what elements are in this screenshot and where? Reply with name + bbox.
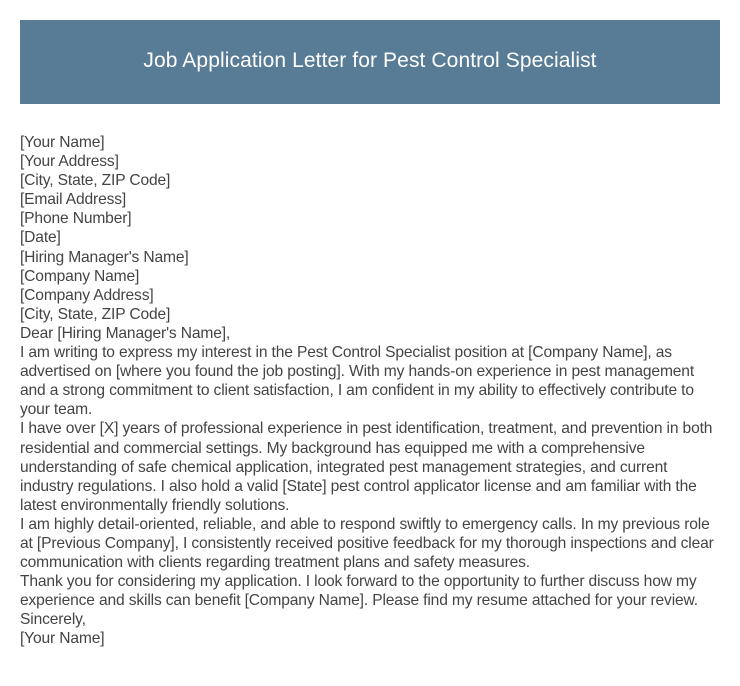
recipient-city-state-zip: [City, State, ZIP Code] <box>20 305 171 323</box>
paragraph-qualities: I am highly detail-oriented, reliable, and able to respond swiftly to emergency calls. In my previous role at [Previous Company], I consistently received positive feedback for my thorough inspections and clear communication with clients regarding treatment plans and safety measures. <box>20 515 714 572</box>
sender-address: [Your Address] <box>20 153 119 171</box>
recipient-block <box>20 248 720 324</box>
signature: [Your Name] <box>20 630 105 648</box>
paragraph-closing: Thank you for considering my application. I look forward to the opportunity to further discuss how my experience and skills can benefit [Company Name]. Please find my resume attached for your review. <box>20 573 698 610</box>
sender-city-state-zip: [City, State, ZIP Code] <box>20 172 171 190</box>
paragraph-introduction: I am writing to express my interest in the Pest Control Specialist position at [Company Name], as advertised on [where you found the job posting]. With my hands-on experience in pest management and a strong commitment to client satisfaction, I am confident in my ability to effectively contribute to your team. <box>20 344 695 419</box>
paragraph-experience: I have over [X] years of professional experience in pest identification, treatment, and prevention in both residential and commercial settings. My background has equipped me with a comprehensive understanding of safe chemical application, integrated pest management strategies, and current industry regulations. I also hold a valid [State] pest control applicator license and am familiar with the latest environmentally friendly solutions. <box>20 420 713 514</box>
sender-email: [Email Address] <box>20 191 127 209</box>
sender-phone: [Phone Number] <box>20 210 132 228</box>
letter-header-banner <box>20 20 720 104</box>
sender-name: [Your Name] <box>20 134 105 151</box>
letter-body <box>20 133 720 649</box>
salutation: Dear [Hiring Manager's Name], <box>20 324 231 342</box>
recipient-company-address: [Company Address] <box>20 286 154 304</box>
recipient-company-name: [Company Name] <box>20 267 140 285</box>
closing: Sincerely, <box>20 611 86 629</box>
page-title: Job Application Letter for Pest Control Specialist <box>143 49 597 72</box>
sender-block <box>20 133 720 228</box>
letter-date: [Date] <box>20 229 61 247</box>
recipient-hiring-manager: [Hiring Manager's Name] <box>20 248 189 266</box>
